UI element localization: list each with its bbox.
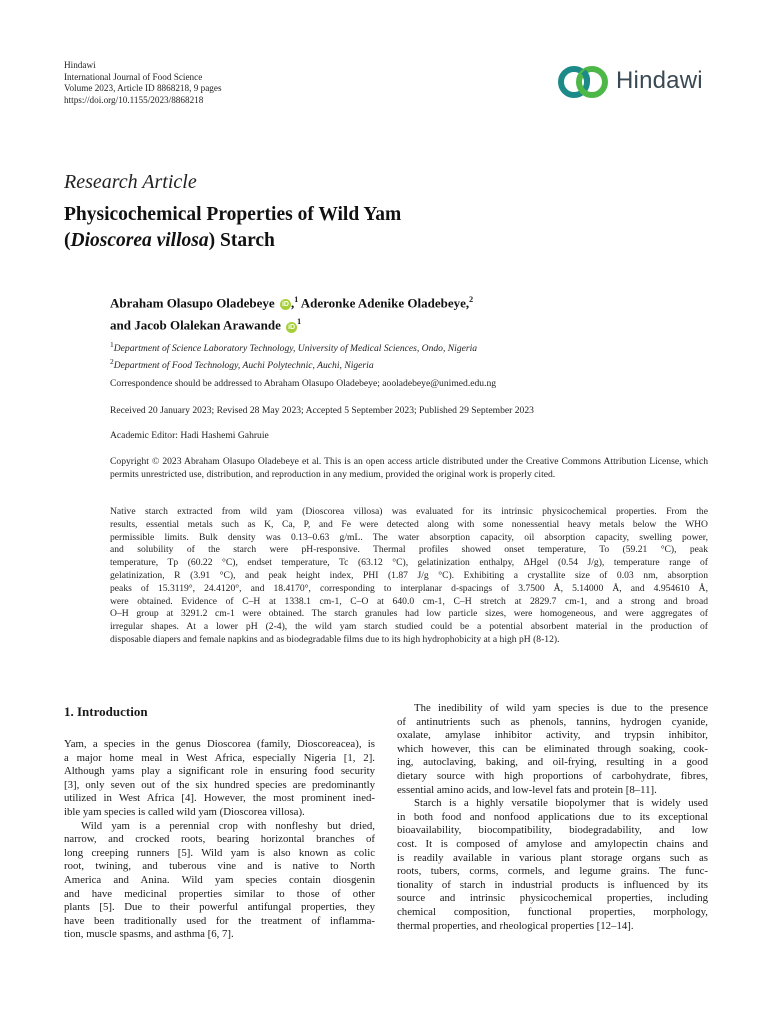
publication-dates: Received 20 January 2023; Revised 28 May 2023; Accepted 5 September 2023; Published 29 September 2023 (110, 405, 534, 416)
paragraph-line: Yam, a species in the genus Dioscorea (family, Dioscoreacea), is (64, 738, 375, 750)
paragraph-line: ible yam species is called wild yam (Dioscorea villosa). (64, 805, 305, 818)
paragraph-line: dietary source with high proportions of carbohydrate, fibres, (397, 769, 708, 782)
paragraph-line: The inedibility of wild yam species is due to the presence (414, 702, 708, 714)
hindawi-logo[interactable] (556, 62, 706, 102)
abstract-line: results, essential metals such as K, Ca, P, and Fe were detected along with some nonessential heavy metals below the WHO (110, 518, 708, 530)
paragraph-line: cost. It is composed of amylose and amylopectin chains and (397, 837, 708, 850)
logo-text: Hindawi (616, 67, 703, 94)
volume-info: Volume 2023, Article ID 8868218, 9 pages (64, 83, 222, 94)
abstract-line: permissible limits. Bulk density was 0.13–0.63 g/mL. The water absorption capacity, oil absorption capacity, swelling power, (110, 531, 708, 543)
abstract-line: O–H group at 3291.2 cm-1 were obtained. The starch granules had low particle sizes, were homogeneous, and were aggregates of (110, 608, 708, 620)
intro-right-column (397, 702, 708, 933)
paragraph-line: essential amino acids, and low-level fats and protein [8–11]. (397, 783, 657, 796)
hindawi-rings-icon (556, 62, 614, 102)
paragraph-line: source and intrinsic physicochemical properties, including (397, 892, 708, 905)
abstract-line: peaks of 15.3119°, 24.4120°, and 18.4170°, corresponding to interplanar d-spacings of 3.7500 Å, 5.14000 Å, and 4.954610 Å, (110, 582, 708, 594)
title-line-2: (Dioscorea villosa) Starch (64, 230, 275, 251)
paragraph-line: have been traditionally used for the treatment of inflamma- (64, 914, 375, 927)
title-line-1: Physicochemical Properties of Wild Yam (64, 204, 402, 225)
paragraph-line: Although yams play a significant role in ensuring food security (64, 765, 375, 778)
affiliation-1: $^1$Department of Science Laboratory Technology, University of Medical Sciences, Ondo, Nigeria (110, 340, 478, 355)
orcid-icon[interactable]: iD (281, 301, 289, 309)
paragraph-line: roots, tubers, corms, cormels, and legume grains. The func- (397, 865, 708, 878)
abstract-line: Native starch extracted from wild yam (Dioscorea villosa) was evaluated for its intrinsic physicochemical properties. From the (110, 506, 708, 517)
abstract-line: irregular shapes. At a lower pH (2-4), the wild yam starch studied could be a potential absorbent material in the production of (110, 621, 708, 633)
abstract-line: gelatinization, R (3.91 °C), and peak height index, PHI (1.87 J/g °C). Exhibiting a crystallite size of 0.03 nm, absorption (110, 569, 708, 581)
journal-name: International Journal of Food Science (64, 71, 203, 82)
affiliations (110, 338, 477, 372)
paragraph-line: oxalate, amylase inhibitor activity, and trypsin inhibitor, (397, 729, 708, 742)
author-list: Abraham Olasupo Oladebeye iD ,$^1$ Aderonke Adenike Oladebeye,$^2$ and Jacob Olalekan Arawande $iD^1$ (110, 295, 474, 333)
paragraph-line: America and Anina. Wild yam species contain diosgenin (64, 873, 375, 886)
orcid-icon[interactable]: iD (288, 323, 296, 331)
affiliation-2: $^2$Department of Food Technology, Auchi Polytechnic, Auchi, Nigeria (110, 357, 374, 372)
article-type: Research Article (64, 171, 197, 193)
paragraph-line: root, twining, and tuberous vine and is native to North (64, 860, 375, 873)
abstract-line: temperature, Tp (60.22 °C), endset temperature, Tc (63.12 °C), gelatinization enthalpy, ΔHgel (0.54 J/g), temperature range of (110, 557, 708, 569)
paragraph-line: bioavailability, biocompatibility, biodegradability, and low (397, 824, 708, 837)
intro-left-column (64, 702, 375, 942)
author-1[interactable]: Abraham Olasupo Oladebeye (110, 295, 275, 311)
abstract (110, 506, 708, 647)
paragraph-line: a major home meal in West Africa, especially Nigeria [1, 2]. (64, 751, 375, 764)
paragraph-line: thermal properties, and rheological properties [12–14]. (397, 919, 634, 932)
paragraph-line: [3], only seven out of the six hundred species are predominantly (64, 778, 375, 791)
journal-meta (64, 60, 222, 106)
author-3[interactable]: and Jacob Olalekan Arawande (110, 317, 281, 333)
article-title (64, 202, 401, 254)
paragraph-line: Wild yam is a perennial crop with nonfleshy but dried, (81, 819, 375, 832)
paragraph-line: utilized in West Africa [4]. However, the most prominent ined- (64, 792, 375, 805)
doi-link[interactable]: https://doi.org/10.1155/2023/8868218 (64, 94, 204, 105)
correspondence: Correspondence should be addressed to Abraham Olasupo Oladebeye; aooladebeye@unimed.edu.ng (110, 378, 497, 389)
abstract-line: disposable diapers and female napkins and as biodegradable films due to its high hydrophobicity at a high pH (8-12). (110, 633, 560, 645)
paragraph-line: of antinutrients such as phenols, tannins, hydrogen cyanide, (397, 715, 708, 728)
paragraph-line: ing, autoclaving, baking, and oil-frying, resulting in a good (397, 756, 708, 769)
publisher-name: Hindawi (64, 60, 96, 70)
section-heading: 1. Introduction (64, 704, 148, 719)
paragraph-line: and have medicinal properties similar to those of other (64, 887, 375, 900)
academic-editor: Academic Editor: Hadi Hashemi Gahruie (110, 430, 269, 441)
abstract-line: and solubility of the starch were pH-responsive. Thermal profiles showed onset temperature, To (59.21 °C), peak (110, 544, 708, 556)
paragraph-line: Starch is a highly versatile biopolymer that is widely used (414, 797, 708, 810)
paragraph-line: long creeping runners [5]. Wild yam is also known as colic (64, 846, 375, 859)
paragraph-line: is readily available in various plant storage organs such as (397, 851, 708, 864)
paragraph-line: tion, muscle spasms, and asthma [6, 7]. (64, 928, 234, 941)
paragraph-line: narrow, and crocked roots, bearing horizontal branches of (64, 833, 375, 846)
paragraph-line: tionality of starch in industrial products is influenced by its (397, 878, 708, 891)
paragraph-line: in both food and nonfood applications due to its exceptional (397, 810, 708, 823)
paragraph-line: plants [5]. Due to their powerful antifungal properties, they (64, 901, 375, 914)
abstract-line: were obtained. Evidence of C–H at 1338.1 cm-1, C–O at 640.0 cm-1, C–H stretch at 2829.7 cm-1, and a strong and broad (110, 595, 708, 607)
author-2[interactable]: Aderonke Adenike Oladebeye, (300, 295, 470, 311)
copyright-notice: Copyright © 2023 Abraham Olasupo Oladebeye et al. This is an open access article distributed under the Creative Commons Attribution License, which permits unrestricted use, distribution, and reproduction in any medium, provided the original work is properly cited. (110, 456, 708, 480)
paragraph-line: chemical composition, functional properties, morphology, (397, 905, 708, 918)
paragraph-line: which however, this can be eliminated through soaking, cook- (397, 742, 708, 755)
